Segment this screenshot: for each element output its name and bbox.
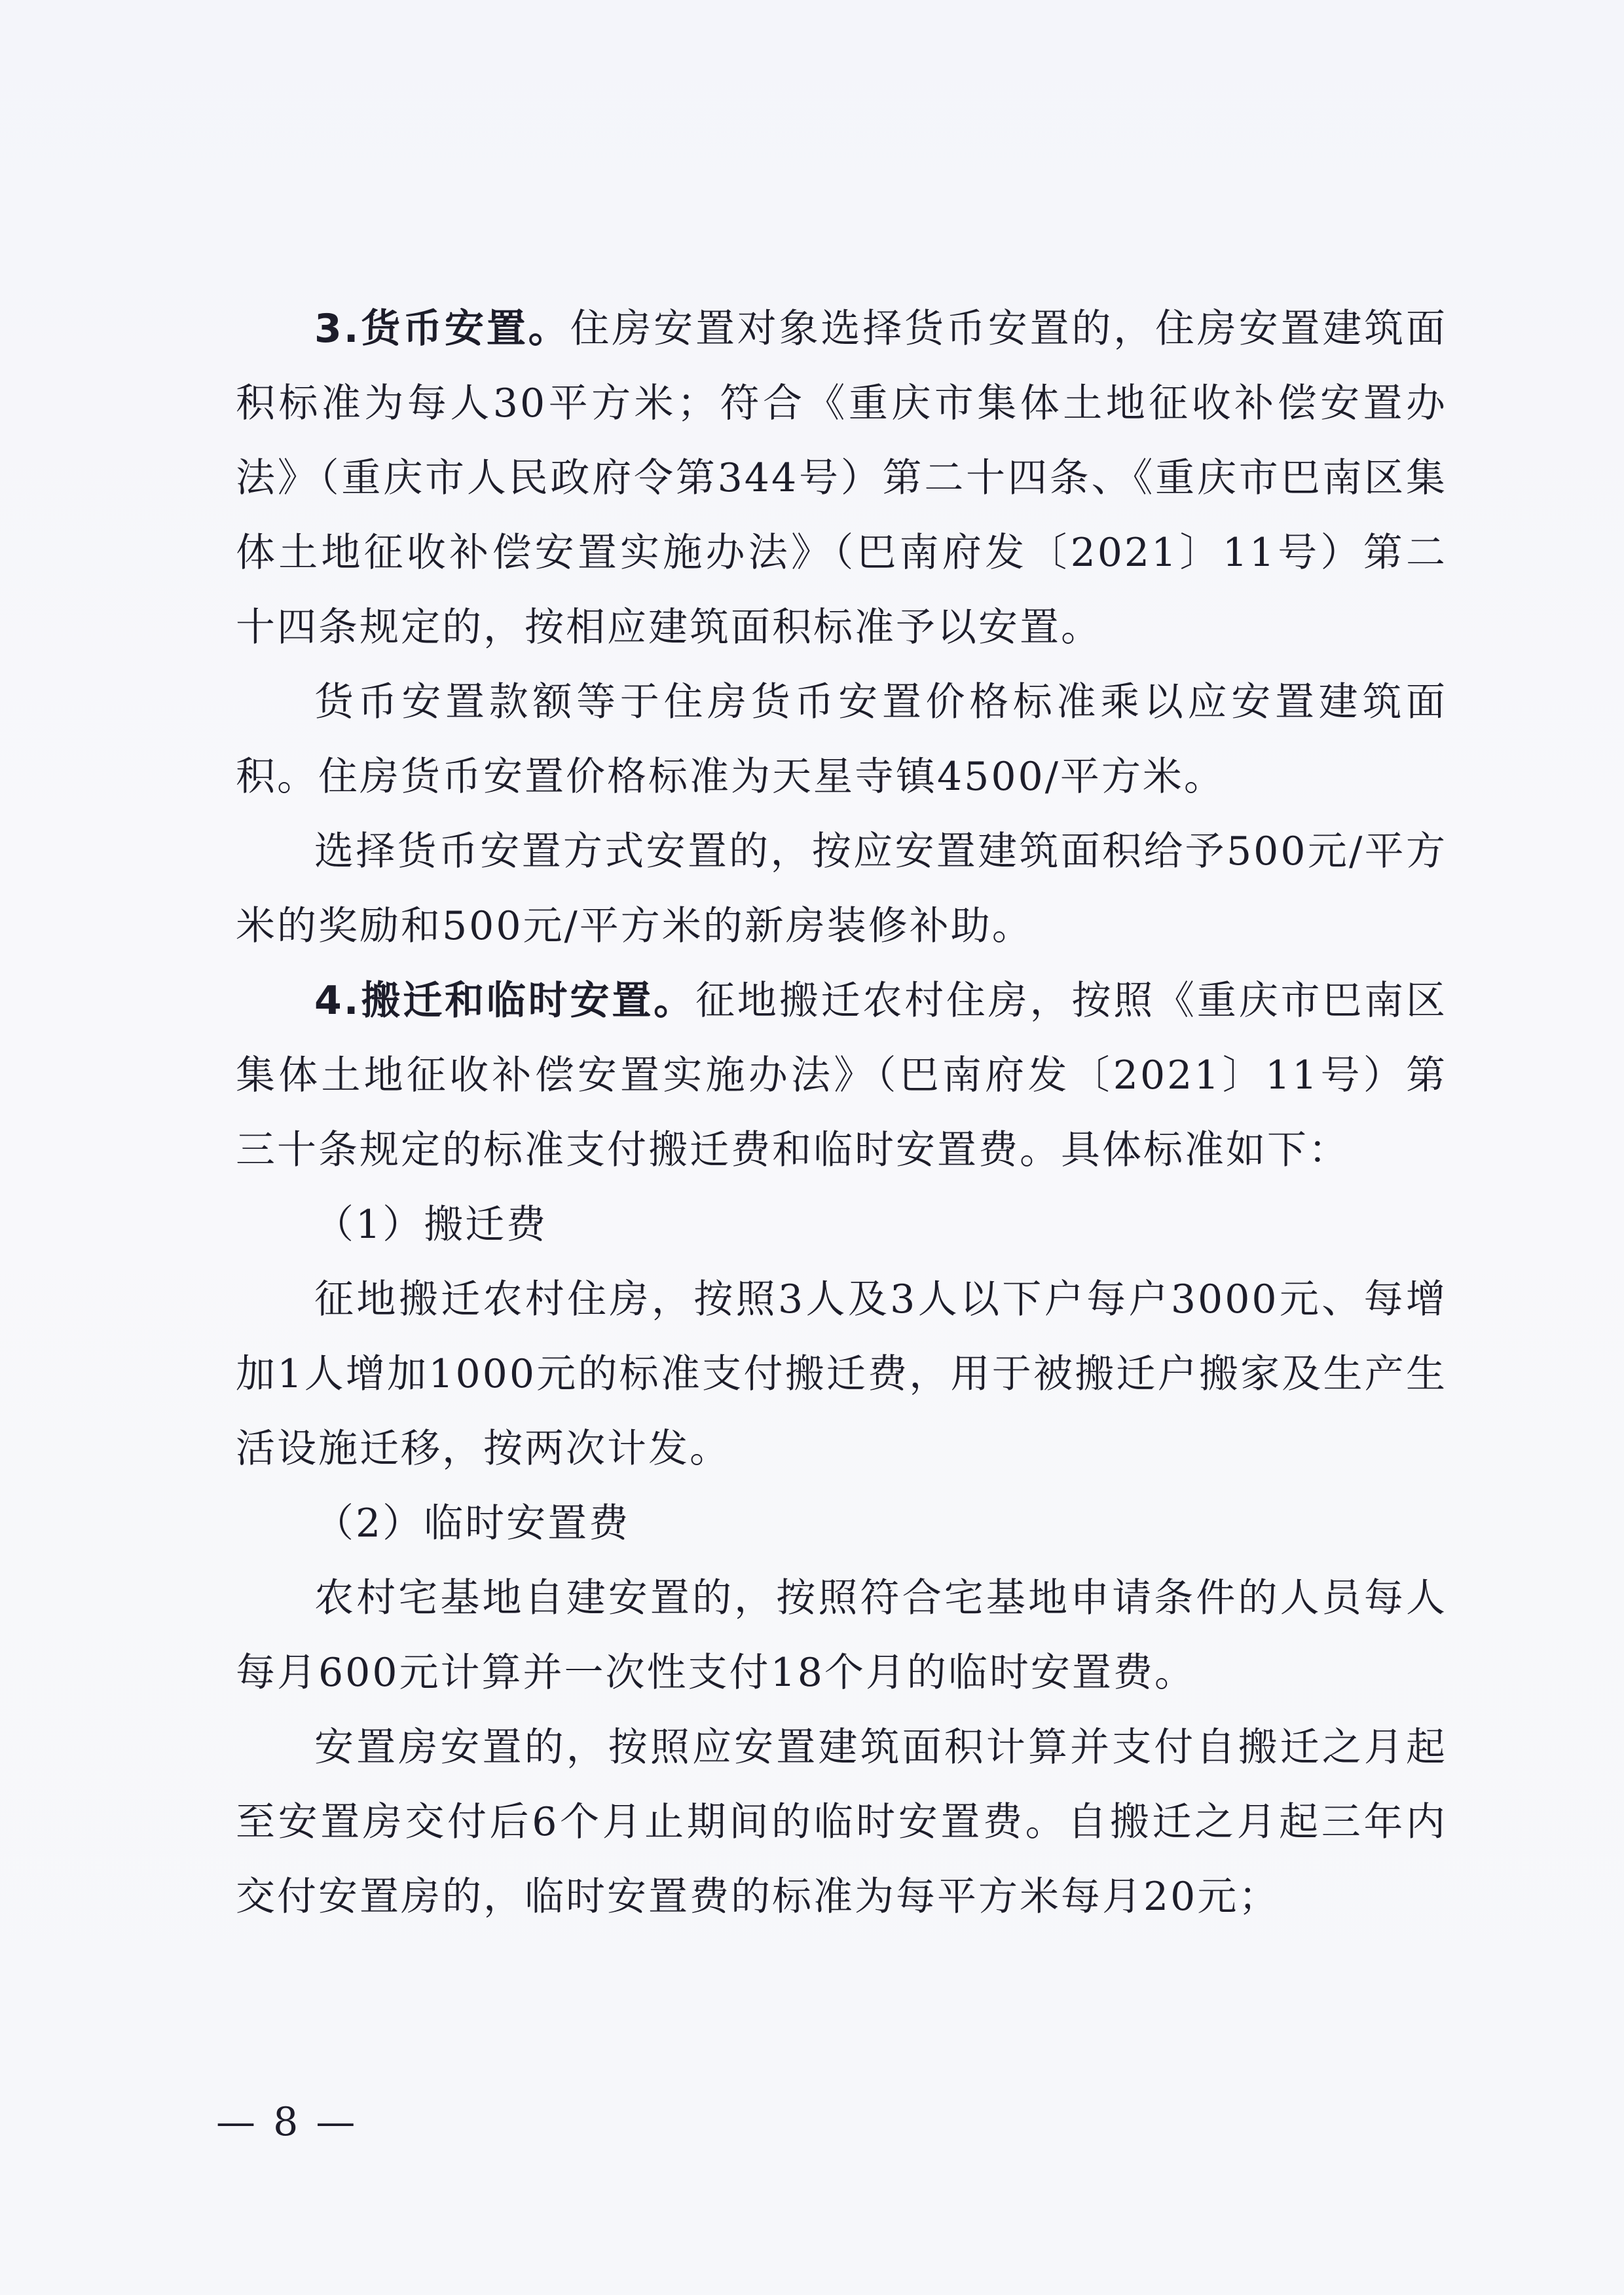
body-text (236, 291, 1447, 1934)
paragraph-text: 住房安置对象选择货币安置的，住房安置建筑面积标准为每人30平方米；符合《重庆市集体土地征收补偿安置办法》（重庆市人民政府令第344号）第二十四条、《重庆市巴南区集体土地征收补偿安置实施办法》（巴南府发〔2021〕11号）第二十四条规定的，按相应建筑面积标准予以安置。 (236, 306, 1448, 650)
paragraph-relocation (236, 963, 1447, 1187)
paragraph-temporary-fee-housing: 安置房安置的，按照应安置建筑面积计算并支付自搬迁之月起至安置房交付后6个月止期间的临时安置费。自搬迁之月起三年内交付安置房的，临时安置费的标准为每平方米每月20元； (236, 1725, 1447, 1920)
subheading-temporary-fee: （2）临时安置费 (314, 1501, 631, 1546)
paragraph-relocation-fee: 征地搬迁农村住房，按照3人及3人以下户每户3000元、每增加1人增加1000元的标准支付搬迁费，用于被搬迁户搬家及生产生活设施迁移，按两次计发。 (236, 1277, 1447, 1472)
paragraph-monetary-resettlement (236, 291, 1447, 665)
heading-monetary-resettlement: 3.货币安置。 (314, 306, 570, 352)
paragraph-temporary-fee-homestead: 农村宅基地自建安置的，按照符合宅基地申请条件的人员每人每月600元计算并一次性支付18个月的临时安置费。 (236, 1575, 1447, 1696)
heading-relocation: 4.搬迁和临时安置。 (314, 978, 695, 1024)
paragraph-monetary-reward (236, 814, 1447, 963)
subheading-relocation-fee: （1）搬迁费 (314, 1202, 548, 1248)
paragraph-monetary-amount (236, 665, 1447, 814)
paragraph-text: 征地搬迁农村住房，按照《重庆市巴南区集体土地征收补偿安置实施办法》（巴南府发〔2021〕11号）第三十条规定的标准支付搬迁费和临时安置费。具体标准如下： (236, 978, 1447, 1173)
paragraph-text: 选择货币安置方式安置的，按应安置建筑面积给予500元/平方米的奖励和500元/平方米的新房装修补助。 (236, 829, 1447, 949)
page-number: — 8 — (216, 2099, 358, 2145)
paragraph-text: 货币安置款额等于住房货币安置价格标准乘以应安置建筑面积。住房货币安置价格标准为天星寺镇4500/平方米。 (236, 679, 1447, 800)
